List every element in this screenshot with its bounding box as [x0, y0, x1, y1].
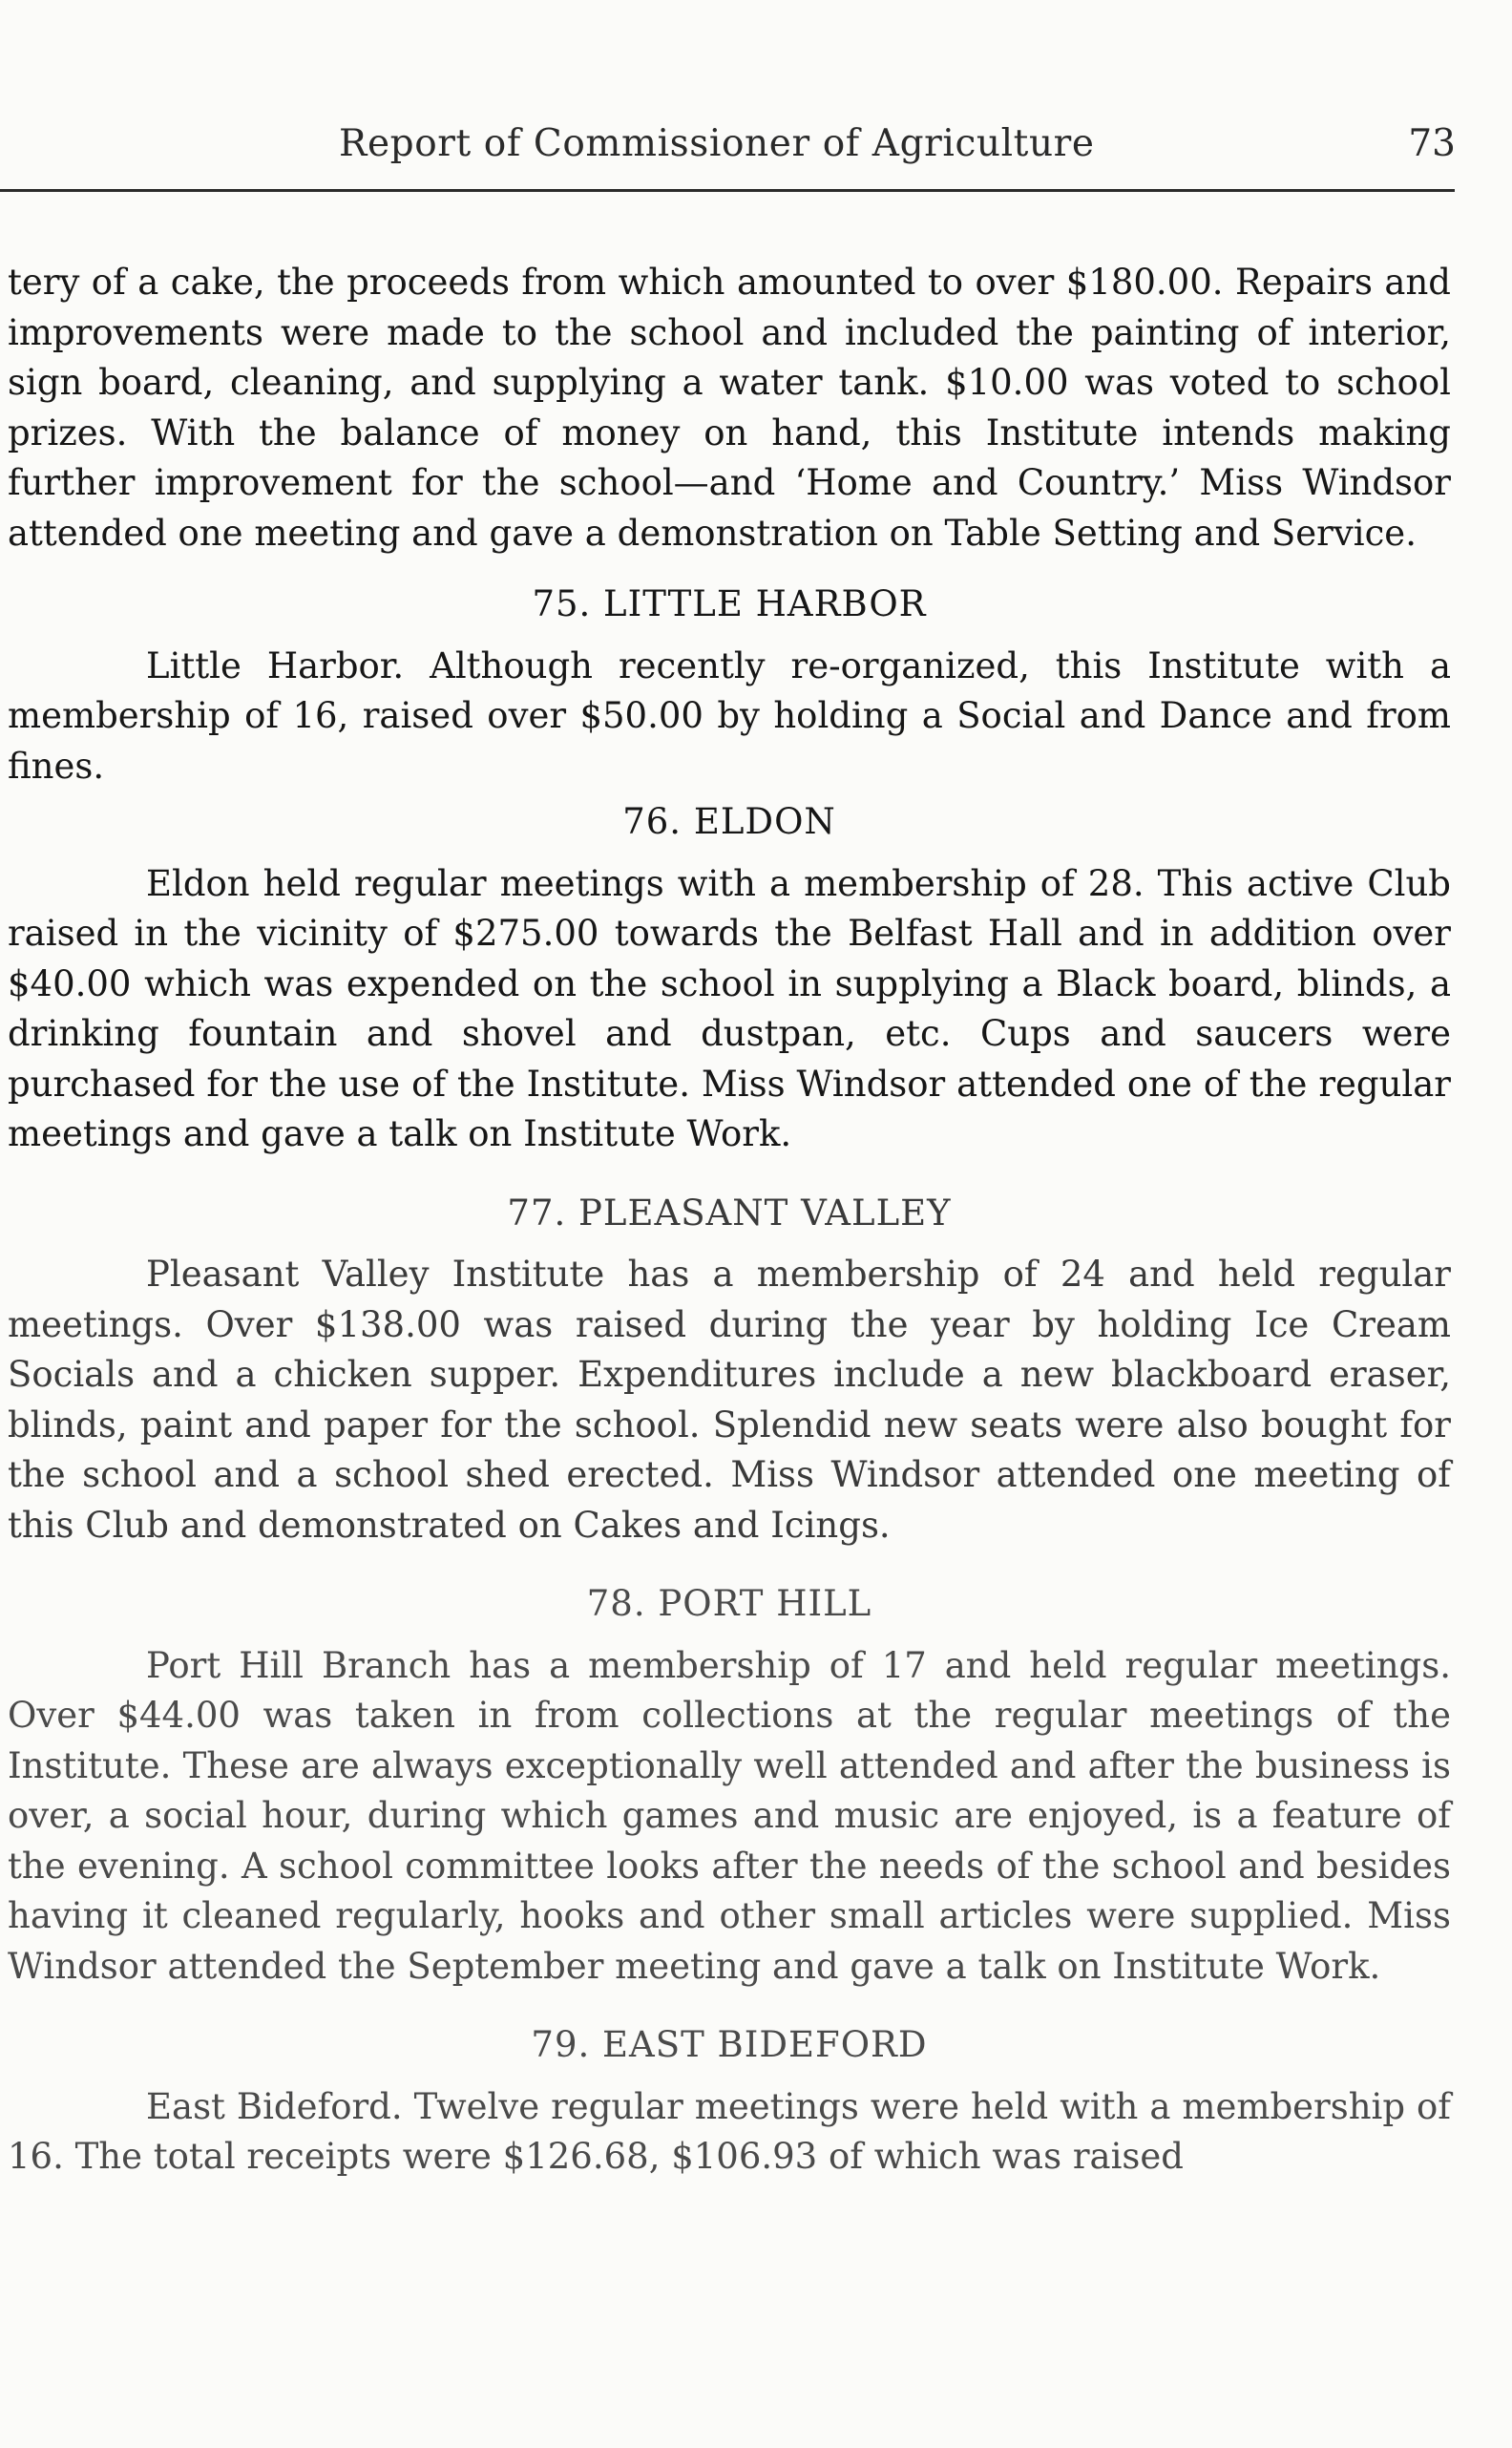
paragraph-little-harbor: Little Harbor. Although recently re-organized, this Institute with a membership of 16, raised over $50.00 by holding a Social and Dance and from fines.	[8, 644, 1451, 787]
paragraph-continuation: tery of a cake, the proceeds from which amounted to over $180.00. Repairs and improvements were made to the school and included the painting of interior, sign board, cleaning, and supplying a water tank. $10.00 was voted to school prizes. With the balance of money on hand, this Institute intends making further improvement for the school—and ‘Home and Country.’ Miss Windsor attended one meeting and gave a demonstration on Table Setting and Service.	[8, 262, 1451, 554]
paragraph-eldon: Eldon held regular meetings with a membership of 28. This active Club raised in the vicinity of $275.00 towards the Belfast Hall and in addition over $40.00 which was expended on the school in supplying a Black board, blinds, a drinking fountain and shovel and dustpan, etc. Cups and saucers were purchased for the use of the Institute. Miss Windsor attended one of the regular meetings and gave a talk on Institute Work.	[8, 862, 1451, 1154]
section-heading-east-bideford: 79. EAST BIDEFORD	[531, 2024, 928, 2065]
section-heading-pleasant-valley: 77. PLEASANT VALLEY	[507, 1192, 952, 1234]
section-heading-eldon: 76. ELDON	[622, 801, 836, 842]
header-rule	[0, 189, 1455, 192]
section-heading-little-harbor: 75. LITTLE HARBOR	[532, 583, 927, 624]
paragraph-east-bideford: East Bideford. Twelve regular meetings were held with a membership of 16. The total receipts were $126.68, $106.93 of which was raised	[8, 2085, 1451, 2177]
paragraph-pleasant-valley: Pleasant Valley Institute has a membership of 24 and held regular meetings. Over $138.00 was raised during the year by holding Ice Cream Socials and a chicken supper. Expenditures include a new blackboard eraser, blinds, paint and paper for the school. Splendid new seats were also bought for the school and a school shed erected. Miss Windsor attended one meeting of this Club and demonstrated on Cakes and Icings.	[8, 1254, 1451, 1546]
body-text	[8, 258, 1451, 2183]
running-title: Report of Commissioner of Agriculture	[339, 122, 1095, 165]
running-header	[0, 122, 1456, 176]
page-number: 73	[1408, 122, 1456, 165]
section-heading-port-hill: 78. PORT HILL	[586, 1583, 872, 1624]
paragraph-port-hill: Port Hill Branch has a membership of 17 and held regular meetings. Over $44.00 was taken in from collections at the regular meetings of the Institute. These are always exceptionally well attended and after the business is over, a social hour, during which games and music are enjoyed, is a feature of the evening. A school committee looks after the needs of the school and besides having it cleaned regularly, hooks and other small articles were supplied. Miss Windsor attended the September meeting and gave a talk on Institute Work.	[8, 1644, 1451, 1987]
